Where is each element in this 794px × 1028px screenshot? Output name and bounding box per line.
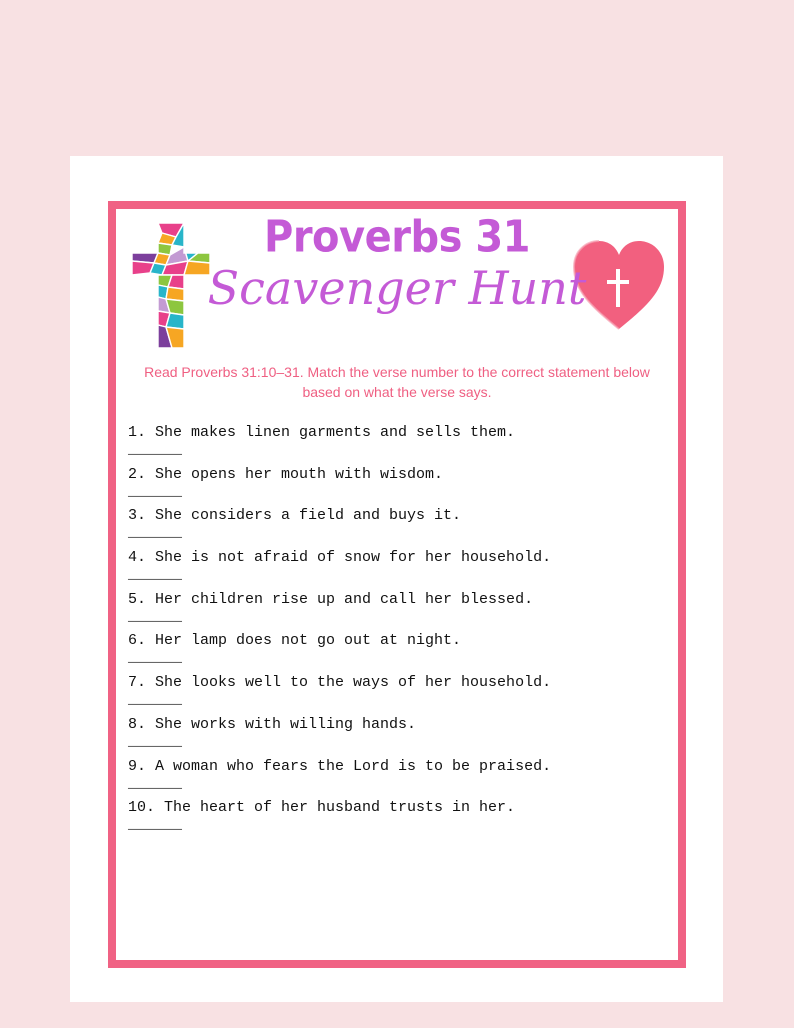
instructions-text: Read Proverbs 31:10–31. Match the verse number to the correct statement below based on what the verse says. <box>144 364 650 400</box>
statement-text: 3. She considers a field and buys it. <box>128 507 462 525</box>
answer-blank: ______ <box>128 732 183 750</box>
list-item <box>128 673 658 715</box>
statement-text: 8. She works with willing hands. <box>128 715 417 733</box>
list-item <box>128 423 658 465</box>
answer-blank: ______ <box>128 482 183 500</box>
statement-text: 5. Her children rise up and call her blessed. <box>128 590 534 608</box>
list-item <box>128 590 658 632</box>
list-item <box>128 798 658 840</box>
statement-text: 1. She makes linen garments and sells them. <box>128 424 516 441</box>
list-item <box>128 506 658 548</box>
answer-blank: ______ <box>128 566 183 584</box>
list-item <box>128 465 658 507</box>
statement-text: 10. The heart of her husband trusts in her. <box>128 799 516 817</box>
worksheet-frame <box>108 201 686 968</box>
statement-list <box>128 423 658 840</box>
statement-text: 2. She opens her mouth with wisdom. <box>128 465 444 483</box>
statement-text: 4. She is not afraid of snow for her household. <box>128 549 552 567</box>
answer-blank: ______ <box>128 774 183 792</box>
answer-blank: ______ <box>128 816 183 834</box>
answer-blank: ______ <box>128 607 183 625</box>
list-item <box>128 548 658 590</box>
list-item <box>128 631 658 673</box>
page-subtitle: Scavenger Hunt <box>207 261 587 315</box>
answer-blank: ______ <box>128 524 183 542</box>
list-item <box>128 715 658 757</box>
statement-text: 9. A woman who fears the Lord is to be praised. <box>128 757 552 775</box>
answer-blank: ______ <box>128 441 183 458</box>
answer-blank: ______ <box>128 649 183 667</box>
answer-blank: ______ <box>128 691 183 709</box>
statement-text: 6. Her lamp does not go out at night. <box>128 632 462 650</box>
list-item <box>128 757 658 799</box>
worksheet-sheet <box>70 156 723 1002</box>
page-title: Proverbs 31 <box>264 212 530 263</box>
statement-text: 7. She looks well to the ways of her household. <box>128 674 552 692</box>
